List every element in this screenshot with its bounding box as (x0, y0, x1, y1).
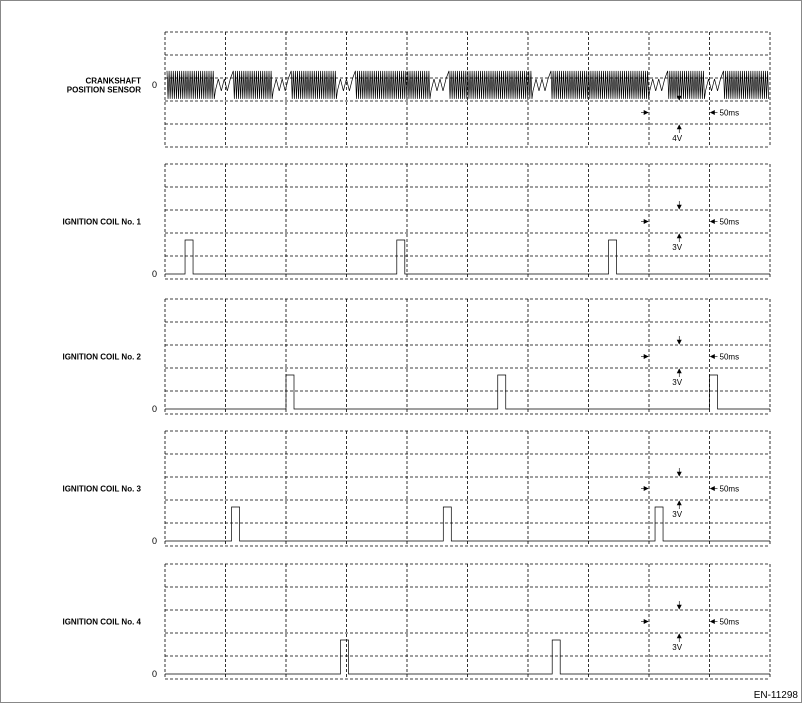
volt-scale-label: 3V (672, 243, 683, 252)
grid (165, 164, 770, 279)
arrow-head (644, 487, 648, 491)
time-scale-label: 50ms (719, 108, 740, 118)
channel-label: CRANKSHAFT (85, 76, 141, 86)
arrow-head (677, 340, 681, 344)
arrow-head (644, 620, 648, 624)
figure-code: EN-11298 (753, 690, 798, 701)
time-scale-label: 50ms (719, 217, 740, 227)
arrow-head (644, 111, 648, 115)
zero-label: 0 (152, 536, 158, 546)
arrow-head (677, 501, 681, 505)
arrow-head (711, 111, 715, 115)
channel-label: IGNITION COIL No. 2 (62, 352, 141, 362)
zero-label: 0 (152, 269, 158, 279)
channel-panel-1 (67, 32, 770, 147)
time-scale-label: 50ms (719, 352, 740, 362)
arrow-head (644, 220, 648, 224)
arrow-head (711, 220, 715, 224)
channel-label: IGNITION COIL No. 1 (62, 217, 141, 227)
arrow-head (677, 634, 681, 638)
arrow-head (677, 369, 681, 373)
zero-label: 0 (152, 669, 158, 679)
arrow-head (677, 234, 681, 238)
arrow-head (677, 125, 681, 129)
scale-markers (641, 468, 718, 509)
channel-panel-4 (62, 431, 770, 546)
grid (165, 431, 770, 546)
volt-scale-label: 3V (672, 643, 683, 652)
time-scale-label: 50ms (719, 617, 740, 627)
volt-scale-label: 4V (672, 134, 683, 143)
arrow-head (677, 205, 681, 209)
volt-scale-label: 3V (672, 378, 683, 387)
channel-panel-2 (62, 164, 770, 279)
zero-label: 0 (152, 404, 158, 414)
volt-scale-label: 3V (672, 510, 683, 519)
scale-markers (641, 201, 718, 242)
scale-markers (641, 601, 718, 642)
time-scale-label: 50ms (719, 484, 740, 494)
arrow-head (711, 355, 715, 359)
channel-panel-5 (62, 564, 770, 679)
channel-panel-3 (62, 299, 770, 414)
grid (165, 299, 770, 414)
arrow-head (644, 355, 648, 359)
channel-label: POSITION SENSOR (66, 85, 141, 95)
channel-label: IGNITION COIL No. 4 (62, 617, 141, 627)
arrow-head (711, 487, 715, 491)
arrow-head (677, 472, 681, 476)
arrow-head (711, 620, 715, 624)
scale-markers (641, 336, 718, 377)
channel-label: IGNITION COIL No. 3 (62, 484, 141, 494)
zero-label: 0 (152, 79, 158, 90)
arrow-head (677, 605, 681, 609)
grid (165, 564, 770, 679)
arrow-head (677, 96, 681, 100)
scale-markers (641, 92, 718, 133)
